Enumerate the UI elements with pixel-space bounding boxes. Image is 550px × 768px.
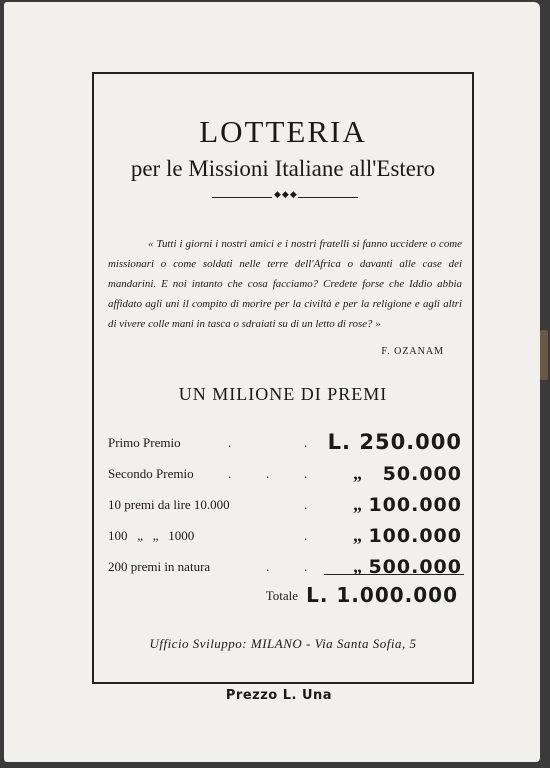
total-label: Totale (265, 588, 298, 603)
ornament-line-left (212, 197, 272, 198)
ornament-diamonds: ◆◆◆ (274, 189, 298, 199)
price-label: Prezzo L. Una (225, 688, 333, 703)
leader-dot: . (304, 466, 308, 481)
leader-dot: . (228, 466, 232, 481)
office-address: Ufficio Sviluppo: MILANO - Via Santa Sofia, 5 (149, 636, 417, 651)
prize-amount: 100.000 (368, 494, 462, 516)
ornament-divider (212, 189, 358, 202)
prize-amount: 500.000 (368, 556, 462, 578)
ditto-mark: „ (353, 556, 362, 576)
leader-dot: . (304, 497, 308, 512)
lottery-title: LOTTERIA (199, 114, 367, 149)
leader-dot: . (304, 435, 308, 450)
prize-label: Primo Premio (108, 435, 181, 450)
leader-dot: . (304, 528, 308, 543)
leader-dot: . (266, 466, 270, 481)
prize-amount: L. 250.000 (327, 430, 462, 454)
ditto-mark: „ (353, 494, 362, 514)
sum-rule (324, 574, 464, 575)
ornament-line-right (298, 197, 358, 198)
page-sheet (4, 2, 540, 762)
prize-amount: 100.000 (368, 525, 462, 547)
prize-row (108, 550, 462, 581)
bordered-frame (92, 72, 474, 684)
prize-row (108, 426, 462, 457)
lottery-subtitle: per le Missioni Italiane all'Estero (130, 156, 436, 181)
ozanam-quote: « Tutti i giorni i nostri amici e i nostri fratelli si fanno uccidere o come missionari o come soldati nelle terre dell'Africa o davanti alle case dei mandarini. E noi intanto che cosa facciamo? Credete forse che Iddio abbia affidato agli uni il compito di morire per la civiltà e per la religione e agli altri di vivere colle mani in tasca o sdraiati su di un letto di rose? » (108, 238, 462, 330)
prize-row (108, 519, 462, 550)
leader-dot: . (228, 435, 232, 450)
prizes-list (108, 426, 462, 581)
prize-label: 10 premi da lire 10.000 (108, 497, 230, 512)
binding-edge (540, 330, 548, 380)
leader-dot: . (266, 559, 270, 574)
prize-label: 100 „ „ 1000 (108, 528, 195, 543)
quote-author: F. OZANAM (381, 346, 444, 357)
prize-label: Secondo Premio (108, 466, 194, 481)
prize-label: 200 premi in natura (108, 559, 211, 574)
ditto-mark: „ (353, 463, 362, 483)
total-value: L. 1.000.000 (306, 583, 458, 607)
prizes-heading: UN MILIONE DI PREMI (178, 384, 388, 404)
prize-row (108, 457, 462, 488)
ditto-mark: „ (353, 525, 362, 545)
prize-row (108, 488, 462, 519)
leader-dot: . (304, 559, 308, 574)
prize-amount: 50.000 (382, 463, 462, 485)
